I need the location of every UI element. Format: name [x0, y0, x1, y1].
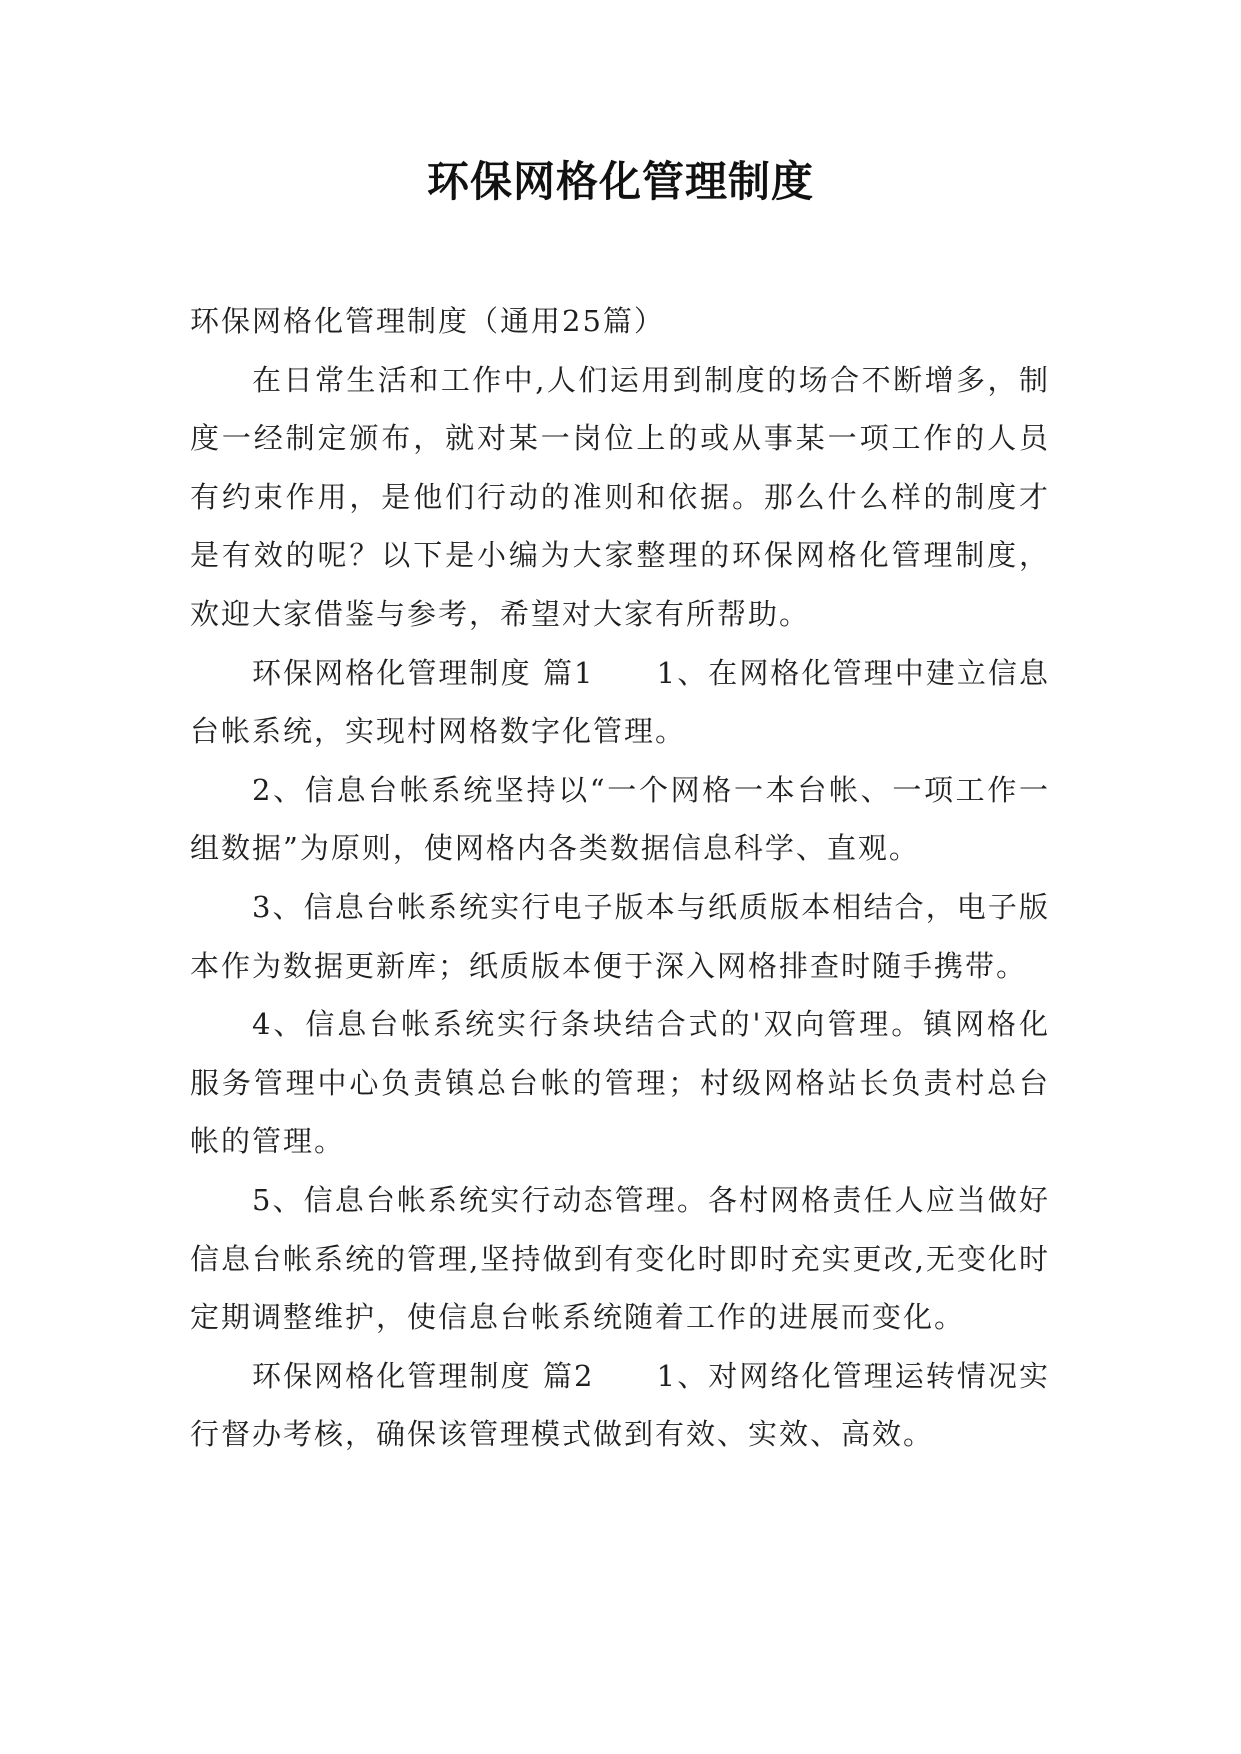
- paragraph-part1-item5: 5、信息台帐系统实行动态管理。各村网格责任人应当做好信息台帐系统的管理,坚持做到有变化时即时充实更改,无变化时定期调整维护，使信息台帐系统随着工作的进展而变化。: [190, 1182, 1050, 1335]
- paragraph-part1-item2: 2、信息台帐系统坚持以“一个网格一本台帐、一项工作一组数据”为原则，使网格内各类数据信息科学、直观。: [190, 772, 1050, 866]
- document-title: 环保网格化管理制度: [426, 157, 814, 206]
- document-subtitle: 环保网格化管理制度（通用25篇）: [190, 304, 665, 338]
- paragraph-intro: 在日常生活和工作中,人们运用到制度的场合不断增多，制度一经制定颁布，就对某一岗位上的或从事某一项工作的人员有约束作用，是他们行动的准则和依据。那么什么样的制度才是有效的呢？以下是小编为大家整理的环保网格化管理制度，欢迎大家借鉴与参考，希望对大家有所帮助。: [190, 362, 1050, 631]
- paragraph-part1-item3: 3、信息台帐系统实行电子版本与纸质版本相结合，电子版本作为数据更新库；纸质版本便于深入网格排查时随手携带。: [190, 889, 1050, 983]
- document-body: [190, 292, 1050, 1464]
- paragraph-part1-item1: 环保网格化管理制度 篇1 1、在网格化管理中建立信息台帐系统，实现村网格数字化管理。: [190, 655, 1050, 749]
- paragraph-part1-item4: 4、信息台帐系统实行条块结合式的'双向管理。镇网格化服务管理中心负责镇总台帐的管理；村级网格站长负责村总台帐的管理。: [190, 1007, 1050, 1159]
- paragraph-part2-item1: 环保网格化管理制度 篇2 1、对网络化管理运转情况实行督办考核，确保该管理模式做到有效、实效、高效。: [190, 1358, 1050, 1452]
